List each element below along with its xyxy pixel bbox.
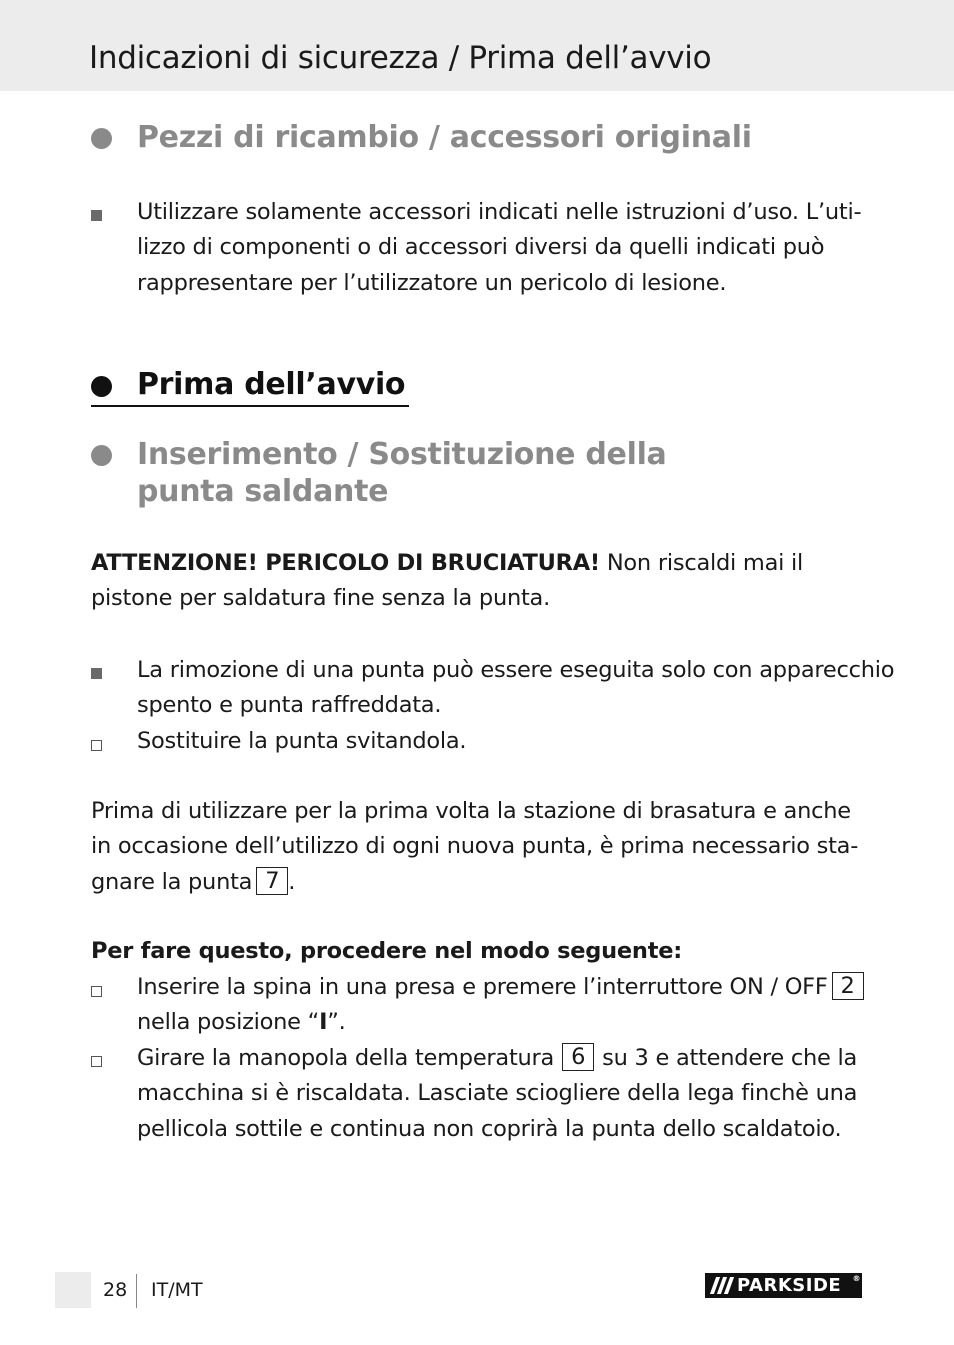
text-line: rappresentare per l’utilizzatore un pericolo di lesione.	[137, 269, 727, 296]
text-line: gnare la punta	[91, 868, 253, 895]
section-bullet-dot	[91, 445, 112, 466]
text-line: Utilizzare solamente accessori indicati nelle istruzioni d’uso. L’uti-	[137, 199, 862, 225]
registered-mark: ®	[852, 1274, 861, 1283]
footer-divider	[136, 1274, 137, 1308]
text-line: Inserire la spina in una presa e premere l’interruttore ON / OFF	[137, 974, 828, 1000]
part-reference-box: 7	[256, 867, 288, 895]
section-bullet-dot	[91, 376, 112, 397]
warning-text-line2: pistone per saldatura fine senza la punta.	[91, 585, 550, 612]
part-reference-box: 2	[832, 972, 864, 1000]
text-line: nella posizione “	[137, 1009, 320, 1036]
heading-underline	[91, 405, 409, 407]
procedure-heading: Per fare questo, procedere nel modo seguente:	[91, 938, 682, 964]
square-bullet	[91, 668, 102, 679]
section-heading-before-start: Prima dell’avvio	[137, 367, 406, 402]
text-line: pellicola sottile e continua non coprirà la punta dello scaldatoio.	[137, 1115, 842, 1142]
square-bullet	[91, 210, 102, 221]
text-line: su 3 e attendere che la	[602, 1045, 858, 1071]
bullet-removal	[137, 653, 894, 724]
heading-line: punta saldante	[137, 474, 389, 509]
text-line: macchina si è riscaldata. Lasciate sciogliere della lega finchè una	[137, 1080, 858, 1107]
page-title: Indicazioni di sicurezza / Prima dell’avvio	[89, 40, 712, 76]
text-line: Girare la manopola della temperatura	[137, 1045, 555, 1071]
text-line: lizzo di componenti o di accessori diversi da quelli indicati può	[137, 234, 825, 261]
text-line: La rimozione di una punta può essere eseguita solo con apparecchio	[137, 657, 895, 683]
text-line: in occasione dell’utilizzo di ogni nuova punta, è prima necessario sta-	[91, 833, 859, 860]
part-reference-box: 6	[562, 1043, 594, 1071]
heading-line: Inserimento / Sostituzione della	[137, 437, 667, 472]
paragraph-tinning	[91, 794, 858, 900]
switch-position: I	[319, 1009, 328, 1036]
page-number: 28	[103, 1279, 128, 1301]
text-line: spento e punta raffreddata.	[137, 692, 442, 719]
step-checkbox	[91, 740, 102, 751]
warning-paragraph	[91, 546, 803, 617]
step-checkbox	[91, 1056, 102, 1067]
logo-stripes-icon	[705, 1273, 737, 1298]
text-line: ”.	[327, 1009, 346, 1036]
step-unscrew: Sostituire la punta svitandola.	[137, 728, 467, 754]
section-heading-spare-parts: Pezzi di ricambio / accessori originali	[137, 120, 752, 155]
locale-label: IT/MT	[151, 1279, 203, 1301]
text-line: Prima di utilizzare per la prima volta la stazione di brasatura e anche	[91, 798, 851, 824]
warning-text: Non riscaldi mai il	[599, 550, 804, 576]
footer-marker	[55, 1272, 91, 1308]
paragraph-spare-parts	[137, 195, 861, 301]
step-checkbox	[91, 986, 102, 997]
brand-name: PARKSIDE	[737, 1275, 842, 1296]
warning-label: ATTENZIONE! PERICOLO DI BRUCIATURA!	[91, 550, 600, 576]
section-heading-tip-replace	[137, 436, 667, 510]
punctuation: .	[288, 868, 296, 895]
section-bullet-dot	[91, 128, 112, 149]
parkside-logo	[705, 1273, 862, 1298]
step-plug-in	[137, 970, 868, 1041]
step-temperature	[137, 1041, 857, 1147]
